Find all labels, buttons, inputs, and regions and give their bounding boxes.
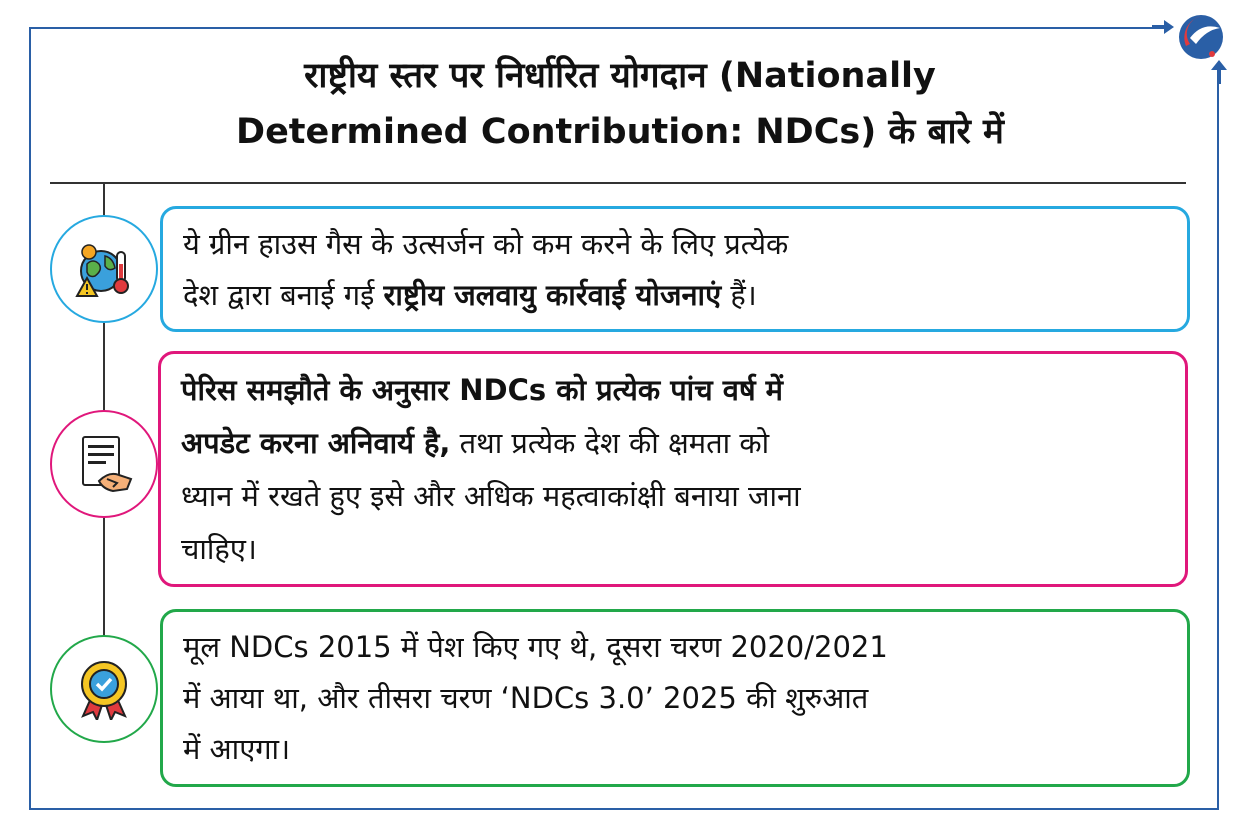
- page-title: [40, 48, 1200, 160]
- earth-thermometer-icon: [73, 238, 135, 300]
- agreement-handshake-icon: [73, 433, 135, 495]
- card-1-line-1: ये ग्रीन हाउस गैस के उत्सर्जन को कम करने के लिए प्रत्येक: [183, 227, 789, 261]
- timeline-node-3: [50, 635, 158, 743]
- card-1-text-a: देश द्वारा बनाई गई: [183, 278, 384, 312]
- title-divider: [50, 182, 1186, 184]
- timeline-node-1: [50, 215, 158, 323]
- card-2-text: [181, 364, 1165, 576]
- card-2-line-1: पेरिस समझौते के अनुसार NDCs को प्रत्येक पांच वर्ष में: [181, 373, 784, 407]
- card-2-highlight: अपडेट करना अनिवार्य है,: [181, 426, 451, 460]
- info-card-2: [158, 351, 1188, 587]
- info-card-1: [160, 206, 1190, 332]
- card-2-line-3: ध्यान में रखते हुए इसे और अधिक महत्वाकांक्षी बनाया जाना: [181, 479, 801, 513]
- arrow-right-icon: [1152, 20, 1174, 34]
- card-1-highlight: राष्ट्रीय जलवायु कार्रवाई योजनाएं: [383, 278, 722, 312]
- info-card-3: [160, 609, 1190, 787]
- title-line-1: राष्ट्रीय स्तर पर निर्धारित योगदान (Nationally: [304, 56, 936, 96]
- title-line-2: Determined Contribution: NDCs) के बारे में: [236, 112, 1004, 152]
- card-3-line-2: में आया था, और तीसरा चरण ‘NDCs 3.0’ 2025 की शुरुआत: [183, 681, 869, 715]
- card-2-line-4: चाहिए।: [181, 532, 257, 566]
- card-3-text: [183, 622, 1167, 775]
- card-3-line-3: में आएगा।: [183, 732, 291, 766]
- card-2-line-2: [181, 417, 1165, 470]
- card-1-text: [183, 219, 1167, 321]
- card-1-line-2: [183, 270, 1167, 321]
- card-1-text-c: हैं।: [721, 278, 757, 312]
- card-3-line-1: मूल NDCs 2015 में पेश किए गए थे, दूसरा चरण 2020/2021: [183, 630, 888, 664]
- timeline-node-2: [50, 410, 158, 518]
- card-2-text-b: तथा प्रत्येक देश की क्षमता को: [450, 426, 770, 460]
- badge-check-icon: [73, 658, 135, 720]
